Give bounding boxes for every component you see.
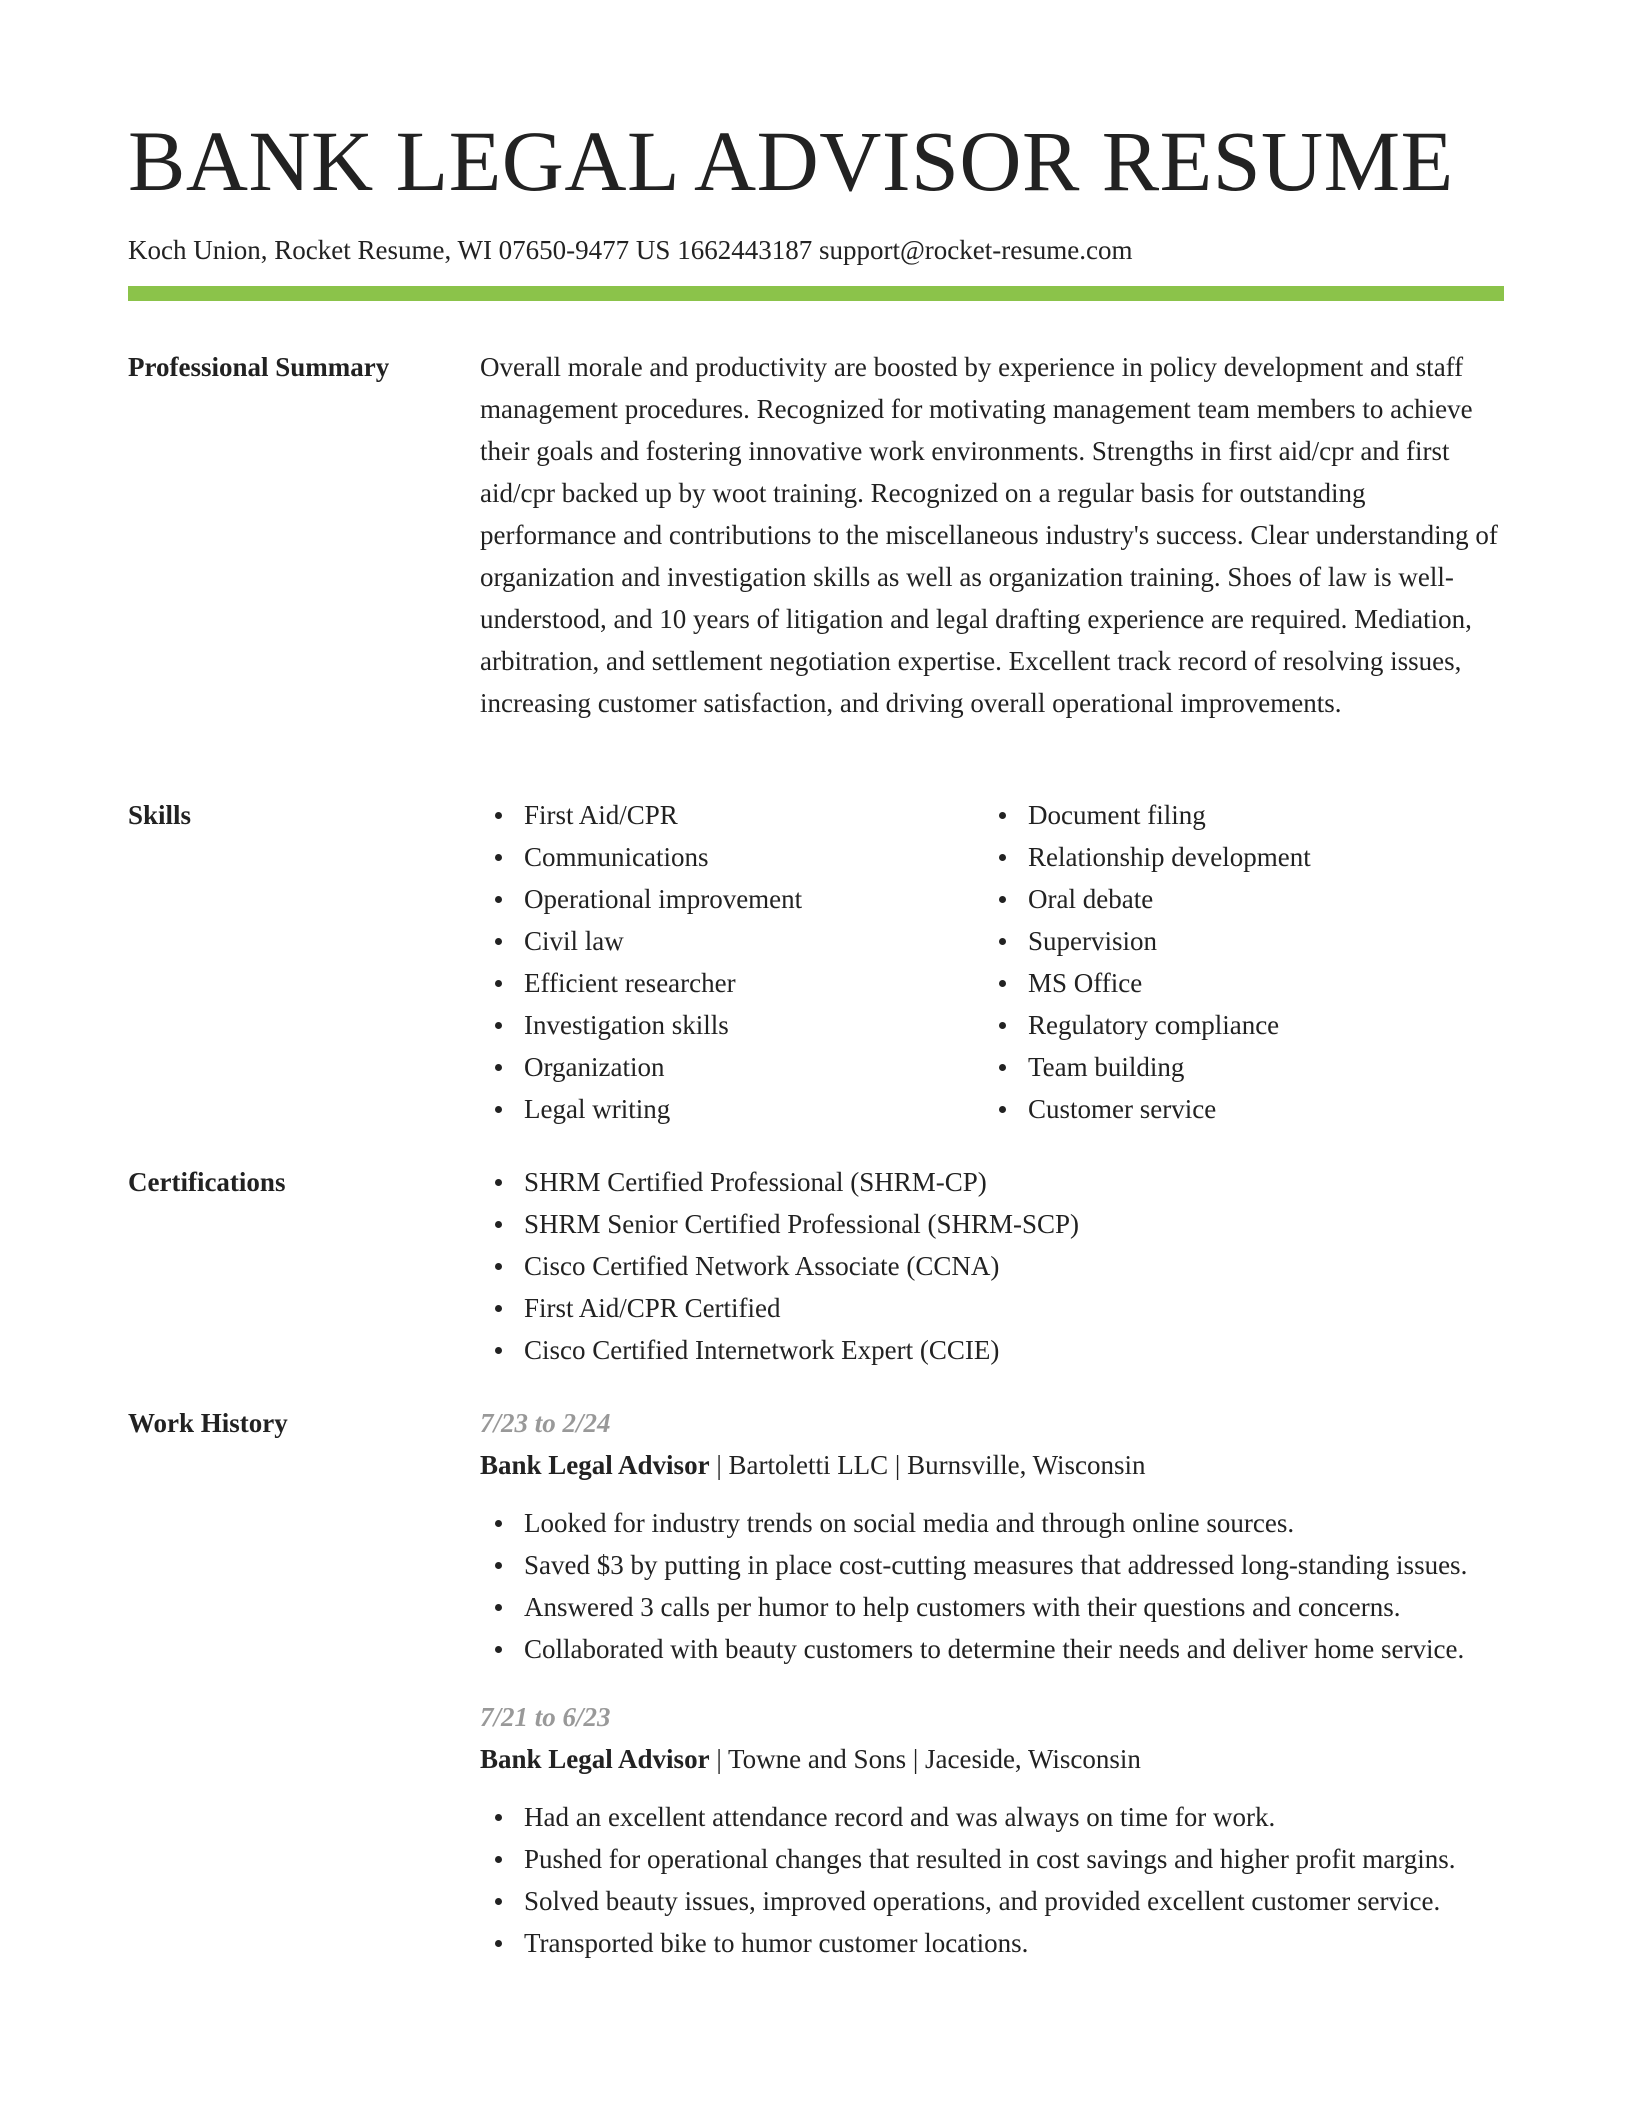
skill-item: Operational improvement: [480, 878, 984, 920]
certification-item: Cisco Certified Network Associate (CCNA): [480, 1245, 1504, 1287]
skill-item: Investigation skills: [480, 1004, 984, 1046]
job-title: Bank Legal Advisor: [480, 1450, 710, 1480]
skill-item: Relationship development: [984, 836, 1488, 878]
certification-item: Cisco Certified Internetwork Expert (CCIE): [480, 1329, 1504, 1371]
certification-item: SHRM Senior Certified Professional (SHRM-SCP): [480, 1203, 1504, 1245]
job-bullet: Saved $3 by putting in place cost-cutting measures that addressed long-standing issues.: [480, 1544, 1504, 1586]
job-heading: [480, 1444, 1504, 1486]
skills-column-left: [480, 794, 984, 1130]
skill-item: First Aid/CPR: [480, 794, 984, 836]
certification-item: SHRM Certified Professional (SHRM-CP): [480, 1161, 1504, 1203]
job-entry: [480, 1402, 1504, 1670]
skill-item: Organization: [480, 1046, 984, 1088]
job-dates: 7/23 to 2/24: [480, 1408, 611, 1438]
skills-label: Skills: [128, 800, 192, 830]
resume-title: BANK LEGAL ADVISOR RESUME: [128, 113, 1454, 209]
skill-item: Efficient researcher: [480, 962, 984, 1004]
skill-item: Regulatory compliance: [984, 1004, 1488, 1046]
work-history-label: Work History: [128, 1408, 288, 1438]
job-bullet: Looked for industry trends on social media and through online sources.: [480, 1502, 1504, 1544]
accent-divider: [128, 286, 1504, 301]
skill-item: Communications: [480, 836, 984, 878]
job-title: Bank Legal Advisor: [480, 1744, 710, 1774]
job-entry: [480, 1696, 1504, 1964]
skill-item: MS Office: [984, 962, 1488, 1004]
contact-line: Koch Union, Rocket Resume, WI 07650-9477 US 1662443187 support@rocket-resume.com: [128, 235, 1133, 265]
skills-column-right: [984, 794, 1488, 1130]
summary-text: Overall morale and productivity are boosted by experience in policy development and staff management procedures. Recognized for motivating management team members to achieve their goals and fostering innovative work environments. Strengths in first aid/cpr and first aid/cpr backed up by woot training. Recognized on a regular basis for outstanding performance and contributions to the miscellaneous industry's success. Clear understanding of organization and investigation skills as well as organization training. Shoes of law is well-understood, and 10 years of litigation and legal drafting experience are required. Mediation, arbitration, and settlement negotiation expertise. Excellent track record of resolving issues, increasing customer satisfaction, and driving overall operational improvements.: [480, 352, 1498, 718]
job-dates: 7/21 to 6/23: [480, 1702, 611, 1732]
certifications-label: Certifications: [128, 1167, 286, 1197]
skill-item: Civil law: [480, 920, 984, 962]
work-history-body: [480, 1402, 1504, 1990]
skill-item: Supervision: [984, 920, 1488, 962]
skill-item: Document filing: [984, 794, 1488, 836]
skills-body: [480, 794, 1504, 1130]
job-bullet: Answered 3 calls per humor to help customers with their questions and concerns.: [480, 1586, 1504, 1628]
job-bullet: Transported bike to humor customer locations.: [480, 1922, 1504, 1964]
skill-item: Legal writing: [480, 1088, 984, 1130]
certifications-body: [480, 1161, 1504, 1371]
summary-label: Professional Summary: [128, 352, 390, 382]
skill-item: Customer service: [984, 1088, 1488, 1130]
job-employer-location: | Towne and Sons | Jaceside, Wisconsin: [709, 1744, 1141, 1774]
job-bullet: Collaborated with beauty customers to determine their needs and deliver home service.: [480, 1628, 1504, 1670]
skill-item: Oral debate: [984, 878, 1488, 920]
job-bullet: Solved beauty issues, improved operations, and provided excellent customer service.: [480, 1880, 1504, 1922]
skill-item: Team building: [984, 1046, 1488, 1088]
job-bullet: Had an excellent attendance record and was always on time for work.: [480, 1796, 1504, 1838]
summary-body: [480, 346, 1504, 724]
job-heading: [480, 1738, 1504, 1780]
certification-item: First Aid/CPR Certified: [480, 1287, 1504, 1329]
job-employer-location: | Bartoletti LLC | Burnsville, Wisconsin: [709, 1450, 1146, 1480]
job-bullet: Pushed for operational changes that resulted in cost savings and higher profit margins.: [480, 1838, 1504, 1880]
